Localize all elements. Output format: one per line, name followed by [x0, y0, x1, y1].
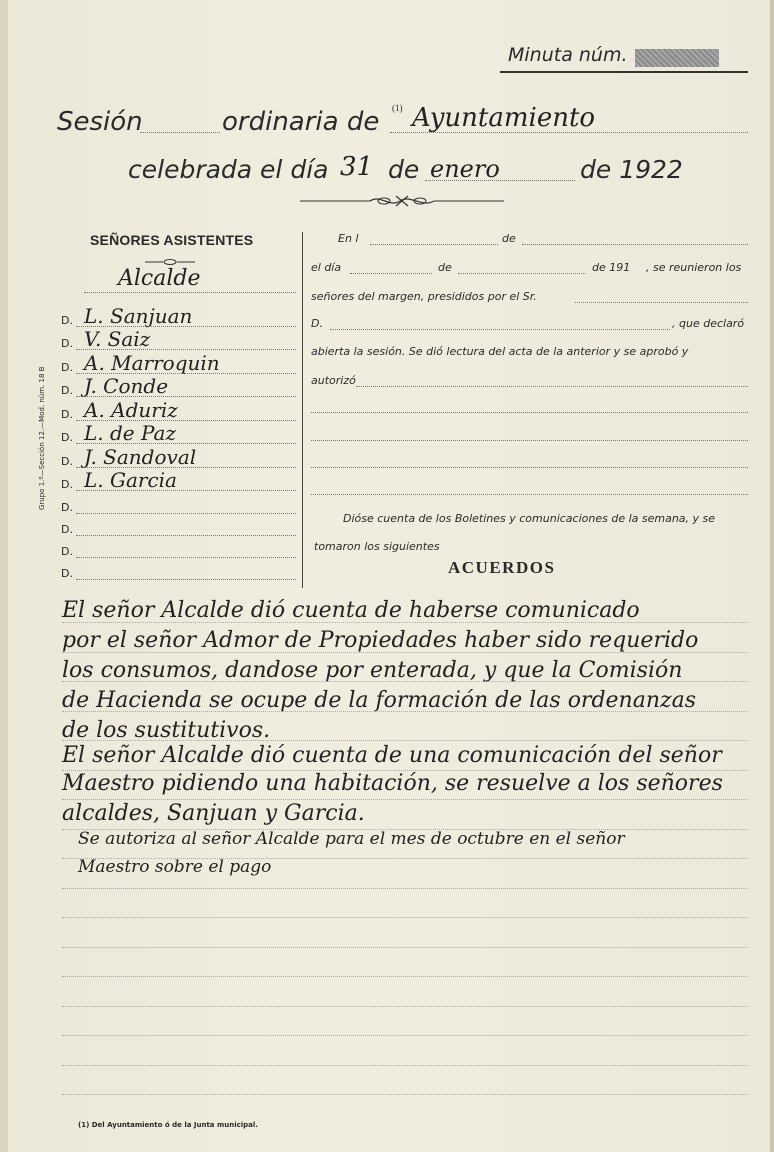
form-reunieron: , se reunieron los: [646, 261, 742, 274]
acuerdos-heading: ACUERDOS: [448, 558, 556, 577]
form-abierta: abierta la sesión. Se dió lectura del acta de la anterior y se aprobó y: [311, 345, 689, 358]
ruled-line: [62, 799, 748, 800]
attendee-dotted-line: [76, 579, 296, 580]
form-de-b: de: [438, 261, 452, 274]
attendee-dotted-line: [76, 535, 296, 536]
form-dotted-1: [370, 244, 498, 245]
attendee-prefix: D.: [61, 431, 73, 444]
ruled-line: [62, 652, 748, 653]
attendee-dotted-line: [76, 443, 296, 444]
role-dotted-line: [84, 292, 296, 293]
ruled-line: [62, 917, 748, 918]
month-handwritten: enero: [430, 155, 500, 183]
column-divider: [302, 232, 303, 588]
manuscript-line: los consumos, dandose por enterada, y que la Comisión: [62, 658, 683, 683]
attendee-dotted-line: [76, 490, 296, 491]
attendee-prefix: D.: [61, 567, 73, 580]
attendee-name: V. Saiz: [84, 327, 151, 351]
form-dotted-2: [522, 244, 748, 245]
form-tomaron: tomaron los siguientes: [314, 540, 440, 553]
ruled-line: [62, 711, 748, 712]
form-de-a: de: [502, 232, 516, 245]
attendee-prefix: D.: [61, 384, 73, 397]
manuscript-line: Maestro pidiendo una habitación, se resuelve a los señores: [62, 771, 723, 796]
ruled-line: [62, 1006, 748, 1007]
manuscript-line: El señor Alcalde dió cuenta de una comunicación del señor: [62, 743, 722, 768]
attendee-name: J. Conde: [84, 374, 169, 398]
form-dotted-4: [458, 273, 586, 274]
form-de-191: de 191: [592, 261, 631, 274]
day-handwritten: 31: [340, 152, 374, 182]
asistentes-ornament: [145, 258, 195, 266]
attendee-prefix: D.: [61, 408, 73, 421]
attendee-prefix: D.: [61, 455, 73, 468]
attendee-name: L. de Paz: [84, 421, 177, 445]
form-boletines: Dióse cuenta de los Boletines y comunicaciones de la semana, y se: [343, 512, 716, 525]
manuscript-line: alcaldes, Sanjuan y Garcia.: [62, 801, 365, 826]
minuta-label: Minuta núm.: [508, 44, 628, 66]
ruled-line: [62, 1065, 748, 1066]
ruled-line: [62, 1035, 748, 1036]
form-dotted-6: [330, 329, 670, 330]
attendee-dotted-line: [76, 396, 296, 397]
manuscript-line: El señor Alcalde dió cuenta de haberse comunicado: [62, 598, 640, 623]
side-print-note: Grupo 1.º—Sección 12.—Mod. núm. 18 B: [38, 366, 46, 510]
attendee-name: J. Sandoval: [84, 445, 197, 469]
ruled-line: [62, 829, 748, 830]
attendee-name: L. Sanjuan: [84, 304, 193, 328]
form-senores: señores del margen, presididos por el Sr.: [311, 290, 537, 303]
sesion-label: Sesión: [57, 107, 143, 137]
page-left-edge: [0, 0, 8, 1152]
manuscript-line: de los sustitutivos.: [62, 718, 271, 743]
footnote: (1) Del Ayuntamiento ó de la Junta municipal.: [78, 1121, 258, 1129]
minuta-number-redacted: [635, 49, 719, 67]
form-autorizo: autorizó: [311, 374, 356, 387]
role-alcalde-handwritten: Alcalde: [118, 266, 201, 291]
form-declaro: , que declaró: [672, 317, 745, 330]
form-el-dia: el día: [311, 261, 342, 274]
attendee-prefix: D.: [61, 361, 73, 374]
form-dotted-5: [575, 302, 748, 303]
ruled-line: [62, 740, 748, 741]
form-dotted-10: [311, 467, 748, 468]
ruled-line: [62, 947, 748, 948]
ruled-line: [62, 858, 748, 859]
body-name-dotted-line: [390, 132, 748, 133]
sesion-dotted-line: [140, 132, 220, 133]
ruled-line: [62, 1094, 748, 1095]
footnote-mark: (1): [392, 103, 403, 113]
attendee-dotted-line: [76, 349, 296, 350]
attendee-prefix: D.: [61, 523, 73, 536]
attendee-prefix: D.: [61, 337, 73, 350]
asistentes-title: SEÑORES ASISTENTES: [90, 232, 254, 248]
ruled-line: [62, 888, 748, 889]
manuscript-line: Se autoriza al señor Alcalde para el mes de octubre en el señor: [78, 829, 625, 849]
celebrada-label: celebrada el día: [128, 155, 329, 184]
form-dotted-8: [311, 412, 748, 413]
attendee-name: A. Marroquin: [84, 351, 220, 375]
form-d: D.: [311, 317, 323, 330]
ruled-line: [62, 681, 748, 682]
attendee-name: L. Garcia: [84, 468, 177, 492]
minuta-rule: [500, 71, 748, 73]
form-dotted-9: [311, 440, 748, 441]
manuscript-line: Maestro sobre el pago: [78, 857, 272, 877]
manuscript-line: por el señor Admor de Propiedades haber sido requerido: [62, 628, 699, 653]
ornament-divider: [300, 194, 504, 208]
ruled-line: [62, 770, 748, 771]
form-dotted-11: [311, 494, 748, 495]
attendee-prefix: D.: [61, 501, 73, 514]
form-dotted-7: [356, 386, 748, 387]
attendee-prefix: D.: [61, 314, 73, 327]
page-right-edge: [770, 0, 774, 1152]
attendee-name: A. Aduriz: [84, 398, 178, 422]
form-en: En l: [338, 232, 359, 245]
attendee-prefix: D.: [61, 545, 73, 558]
ruled-line: [62, 976, 748, 977]
month-dotted-line: [425, 180, 575, 181]
ordinaria-label: ordinaria de: [222, 107, 380, 137]
body-name-handwritten: Ayuntamiento: [412, 103, 596, 133]
attendee-dotted-line: [76, 557, 296, 558]
ruled-line: [62, 622, 748, 623]
de-label: de: [388, 155, 420, 184]
manuscript-line: de Hacienda se ocupe de la formación de las ordenanzas: [62, 688, 697, 713]
attendee-prefix: D.: [61, 478, 73, 491]
attendee-dotted-line: [76, 513, 296, 514]
form-dotted-3: [350, 273, 432, 274]
year-label: de 1922: [580, 155, 683, 184]
